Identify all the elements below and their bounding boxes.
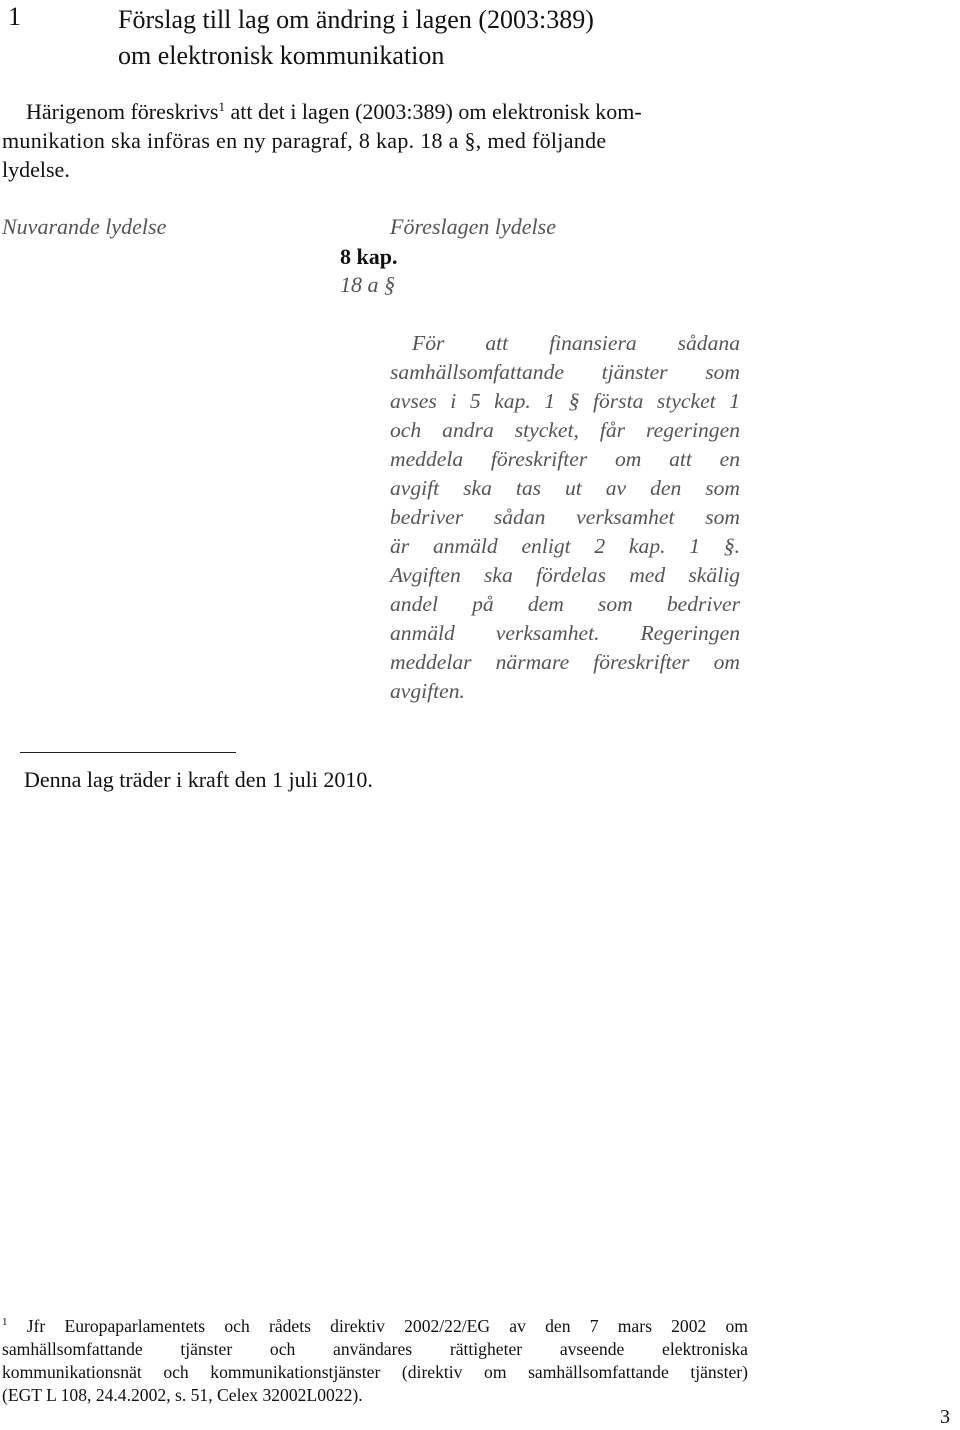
heading-title-line2: om elektronisk kommunikation (118, 41, 445, 70)
proposed-text-line: andel på dem som bedriver (390, 592, 740, 616)
intro-line1-text: Härigenom föreskrivs (26, 99, 219, 124)
intro-paragraph (2, 97, 762, 184)
proposed-text-line: samhällsomfattande tjänster som (390, 360, 740, 384)
proposed-text-line: meddelar närmare föreskrifter om (390, 650, 740, 674)
intro-line1 (2, 97, 762, 126)
intro-line3: lydelse. (2, 157, 70, 182)
page-number: 3 (940, 1406, 950, 1428)
proposed-text-line: meddela föreskrifter om att en (390, 447, 740, 471)
footnote-marker: 1 (2, 1316, 8, 1328)
proposed-text-line: avgiften. (390, 679, 465, 703)
column-heading-proposed: Föreslagen lydelse (390, 214, 556, 239)
footnote-line4: (EGT L 108, 24.4.2002, s. 51, Celex 32002L0022). (2, 1385, 363, 1405)
heading-number: 1 (8, 2, 21, 31)
proposed-text (390, 329, 740, 706)
proposed-text-line: avgift ska tas ut av den som (390, 476, 740, 500)
proposed-text-line: Avgiften ska fördelas med skälig (390, 563, 740, 587)
proposed-text-line: bedriver sådan verksamhet som (390, 505, 740, 529)
chapter-label: 8 kap. (340, 244, 398, 269)
intro-line2: munikation ska införas en ny paragraf, 8 kap. 18 a §, med följande (2, 128, 607, 153)
paragraph-label: 18 a § (340, 272, 395, 297)
column-heading-current: Nuvarande lydelse (2, 214, 167, 239)
footnote-line3: kommunikationsnät och kommunikationstjänster (direktiv om samhällsomfattande tjänster) (2, 1362, 748, 1382)
heading-title-line1: Förslag till lag om ändring i lagen (2003:389) (118, 5, 594, 34)
footnote-line2: samhällsomfattande tjänster och användares rättigheter avseende elektroniska (2, 1339, 748, 1359)
proposed-text-line: anmäld verksamhet. Regeringen (390, 621, 740, 645)
separator-rule (20, 752, 236, 753)
footnote-line1-text: Jfr Europaparlamentets och rådets direktiv 2002/22/EG av den 7 mars 2002 om (7, 1316, 748, 1336)
proposed-text-line: avses i 5 kap. 1 § första stycket 1 (390, 389, 740, 413)
proposed-text-line: och andra stycket, får regeringen (390, 418, 740, 442)
proposed-text-line: För att finansiera sådana (412, 331, 740, 355)
proposed-text-line: är anmäld enligt 2 kap. 1 §. (390, 534, 740, 558)
effective-date: Denna lag träder i kraft den 1 juli 2010. (24, 767, 373, 792)
footnote-line1 (2, 1315, 748, 1338)
footnote-reference[interactable]: 1 (218, 99, 225, 114)
intro-line1-rest: att det i lagen (2003:389) om elektronisk kom- (224, 99, 642, 124)
footnote (2, 1315, 748, 1407)
heading-title (118, 2, 938, 74)
